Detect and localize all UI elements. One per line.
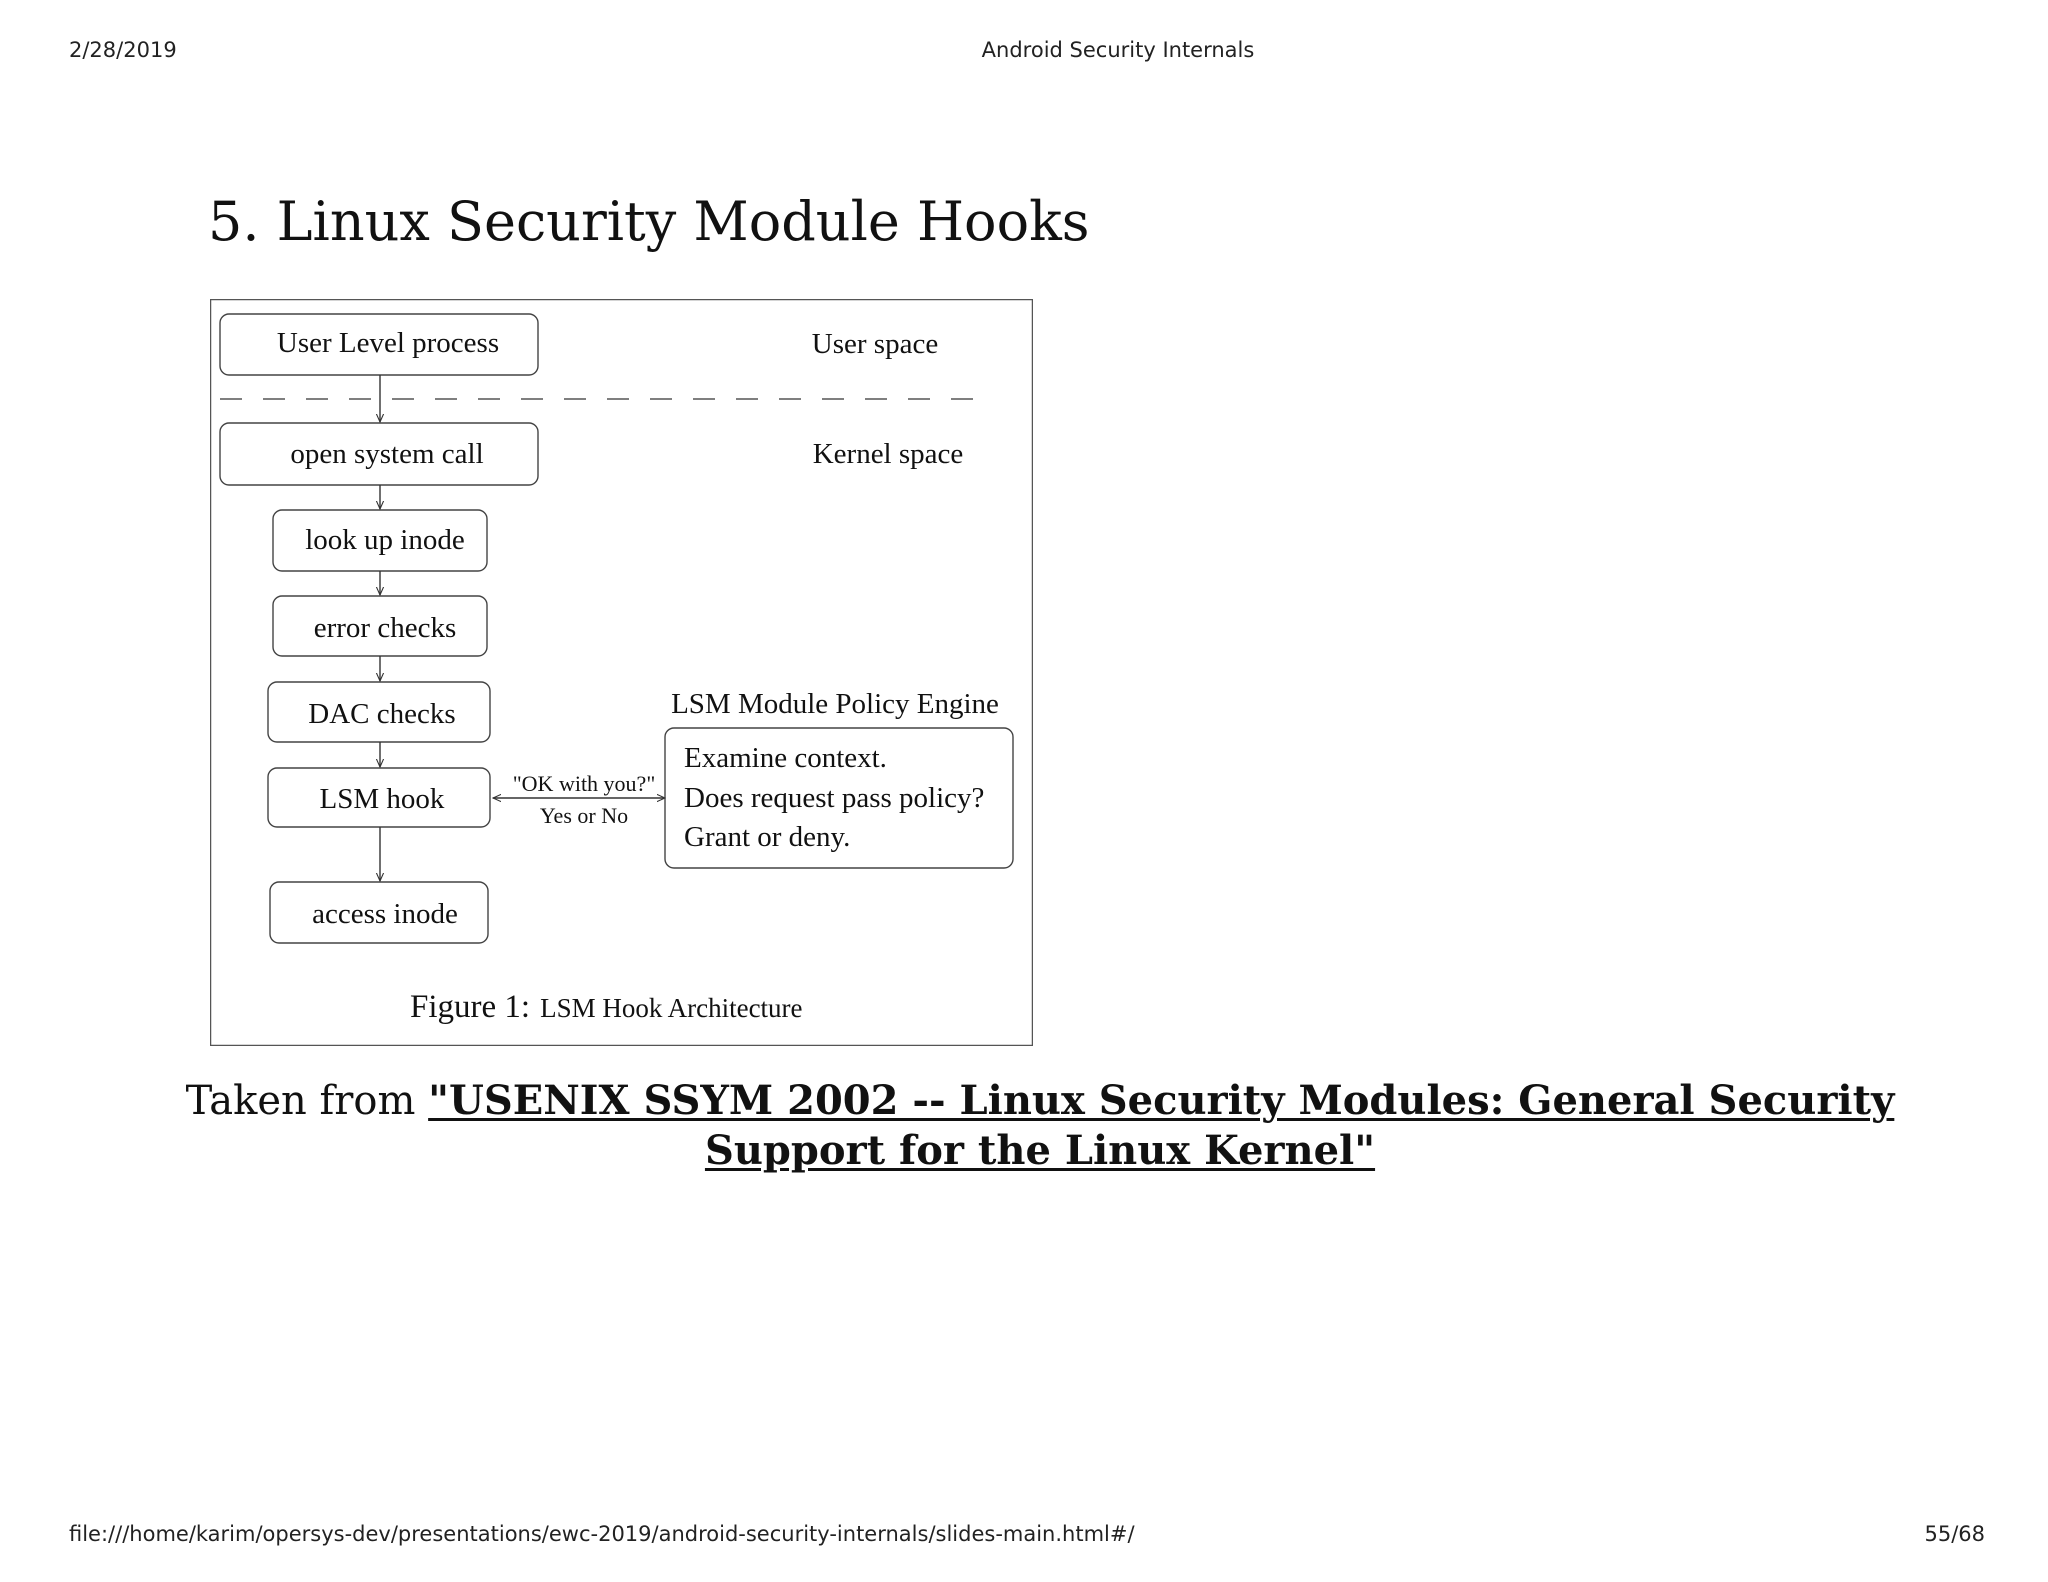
- figure-caption-prefix: Figure 1:: [410, 989, 531, 1025]
- document-title: Android Security Internals: [981, 38, 1255, 62]
- figure-caption-text: LSM Hook Architecture: [540, 993, 803, 1023]
- source-link[interactable]: "USENIX SSYM 2002 -- Linux Security Modules: General Security Support for the Linux Kernel": [428, 1077, 1895, 1174]
- figure-caption: [410, 989, 803, 1025]
- access-inode-label: access inode: [312, 898, 458, 930]
- page-url: file:///home/karim/opersys-dev/presentations/ewc-2019/android-security-internals/slides-main.html#/: [69, 1522, 1135, 1546]
- print-date: 2/28/2019: [69, 38, 177, 62]
- yes-or-no-label: Yes or No: [539, 803, 629, 828]
- user-level-process-label: User Level process: [276, 327, 500, 359]
- user-space-label: User space: [811, 328, 939, 360]
- figure-diagram: [210, 299, 1033, 1046]
- page-number: 55/68: [1924, 1522, 1985, 1546]
- source-citation: [150, 1076, 1930, 1176]
- dac-checks-label: DAC checks: [308, 698, 456, 730]
- slide-title: 5. Linux Security Module Hooks: [208, 190, 1090, 253]
- figure-frame: [211, 300, 1033, 1046]
- ok-with-you-label: "OK with you?": [512, 771, 656, 796]
- policy-engine-title: LSM Module Policy Engine: [671, 688, 999, 720]
- lsm-hook-architecture-figure: [210, 299, 1033, 1046]
- open-system-call-label: open system call: [290, 438, 484, 470]
- policy-engine-line: Does request pass policy?: [684, 782, 985, 814]
- kernel-space-label: Kernel space: [812, 438, 964, 470]
- policy-engine-line: Examine context.: [684, 742, 887, 774]
- error-checks-label: error checks: [313, 612, 457, 644]
- policy-engine-line: Grant or deny.: [684, 821, 851, 853]
- source-prefix: Taken from: [185, 1078, 429, 1124]
- lsm-hook-label: LSM hook: [319, 783, 445, 815]
- look-up-inode-label: look up inode: [305, 524, 465, 556]
